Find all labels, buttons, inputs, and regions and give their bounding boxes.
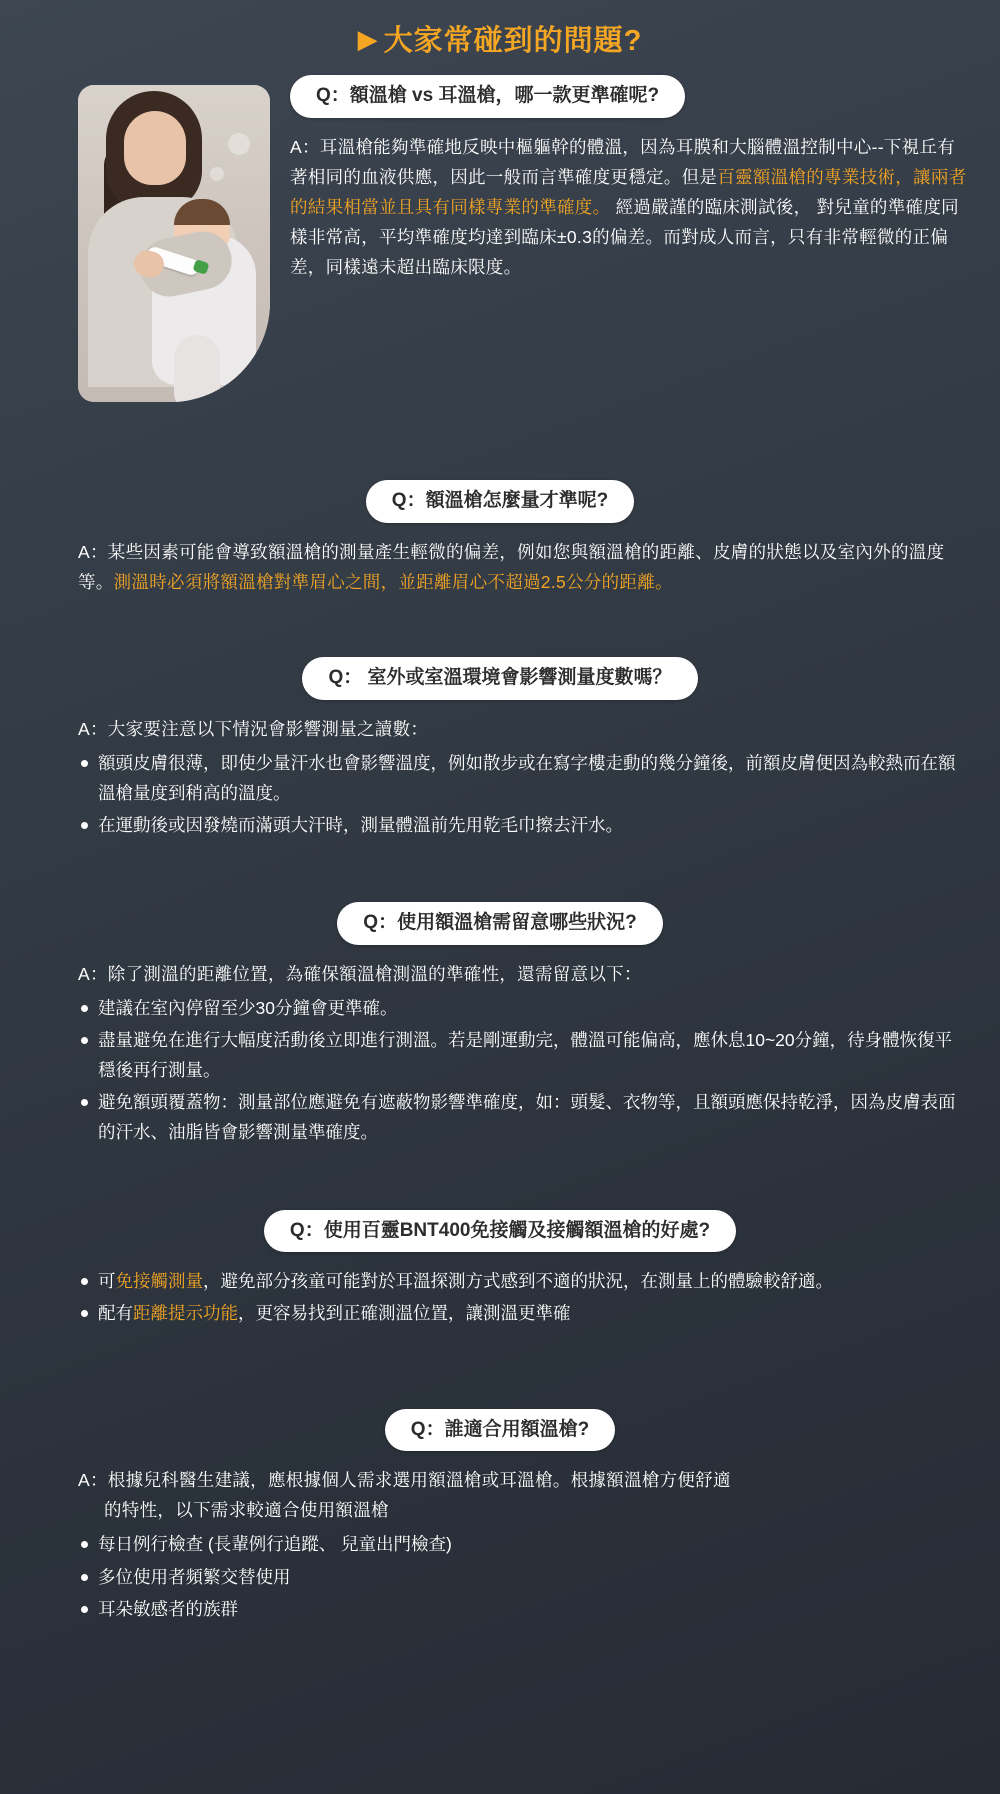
answer-highlight: 測溫時必須將額溫槍對準眉心之間，並距離眉心不超過2.5公分的距離。 [113, 571, 673, 592]
question-pill-3: Q： 室外或室溫環境會影響測量度數嗎？ [302, 657, 697, 700]
answer-bullets-5 [78, 1266, 966, 1328]
bullet-part: 可 [98, 1271, 116, 1292]
question-pill-4: Q：使用額溫槍需留意哪些狀況? [337, 902, 662, 945]
faq-item-2 [0, 480, 1000, 597]
answer-intro-3: A：大家要注意以下情況會影響測量之讀數： [78, 718, 429, 739]
question-pill-row-4 [0, 902, 1000, 945]
answer-part: A：某些因素可能會導致額溫槍的測量產生輕微的偏差，例如您與額溫槍的距離、皮膚的狀態以及室內外的溫度等。 [78, 541, 945, 592]
faq-item-1 [0, 69, 1000, 402]
bullet-part: ，更容易找到正確測溫位置，讓測溫更準確 [238, 1303, 571, 1324]
list-item: 避免額頭覆蓋物：測量部位應避免有遮蔽物影響準確度，如：頭髮、衣物等，且額頭應保持乾淨，因為皮膚表面的汗水、油脂皆會影響測量準確度。 [78, 1087, 966, 1147]
question-pill-row-3 [0, 657, 1000, 700]
bullet-part: 配有 [98, 1303, 133, 1324]
answer-part: 經過嚴謹的臨床測試後， 對兒童的準確度同樣非常高，平均準確度均達到臨床±0.3的偏差。而對成人而言，只有非常輕微的正偏差，同樣遠未超出臨床限度。 [290, 196, 959, 278]
list-item: 盡量避免在進行大幅度活動後立即進行測溫。若是剛運動完，體溫可能偏高，應休息10~20分鐘，待身體恢復平穩後再行測量。 [78, 1025, 966, 1085]
page-title: 大家常碰到的問題? [383, 25, 643, 57]
question-pill-row-1 [290, 75, 970, 118]
faq-item-6 [0, 1409, 1000, 1624]
question-pill-row-2 [0, 480, 1000, 523]
answer-bullets-4 [78, 993, 966, 1147]
question-pill-row-6 [0, 1409, 1000, 1452]
answer-bullets-6 [78, 1529, 966, 1623]
list-item [78, 1298, 966, 1328]
answer-intro-6 [78, 1465, 966, 1525]
question-pill-6: Q：誰適合用額溫槍? [385, 1409, 615, 1452]
list-item: 額頭皮膚很薄，即使少量汗水也會影響溫度，例如散步或在寫字樓走動的幾分鐘後，前額皮膚便因為較熱而在額溫槍量度到稍高的溫度。 [78, 748, 966, 808]
answer-text-2 [78, 537, 966, 597]
mother-baby-thermometer-photo [78, 85, 270, 402]
triangle-right-icon: ▶ [357, 23, 378, 54]
answer-intro-4: A：除了測溫的距離位置，為確保額溫槍測溫的準確性，還需留意以下： [78, 963, 642, 984]
page-header [0, 0, 1000, 69]
list-item: 建議在室內停留至少30分鐘會更準確。 [78, 993, 966, 1023]
list-item: 在運動後或因發燒而滿頭大汗時，測量體溫前先用乾毛巾擦去汗水。 [78, 810, 966, 840]
list-item [78, 1266, 966, 1296]
question-pill-row-5 [0, 1210, 1000, 1253]
answer-bullets-3 [78, 748, 966, 840]
faq-item-3 [0, 657, 1000, 840]
bullet-highlight: 距離提示功能 [133, 1303, 238, 1324]
list-item: 耳朵敏感者的族群 [78, 1594, 966, 1624]
answer-highlight: 百靈額溫槍的專業技術，讓兩者的結果相當並且具有同樣專業的準確度。 [290, 166, 967, 217]
question-pill-5: Q：使用百靈BNT400免接觸及接觸額溫槍的好處? [264, 1210, 736, 1253]
list-item: 每日例行檢查 (長輩例行追蹤、 兒童出門檢查) [78, 1529, 966, 1559]
bullet-part: ，避免部分孩童可能對於耳溫探測方式感到不適的狀況，在測量上的體驗較舒適。 [203, 1271, 833, 1292]
question-pill-2: Q：額溫槍怎麼量才準呢? [366, 480, 634, 523]
answer-text-1 [290, 132, 970, 282]
answer-part: A：耳溫槍能夠準確地反映中樞軀幹的體溫，因為耳膜和大腦體溫控制中心--下視丘有著相同的血液供應，因此一般而言準確度更穩定。 [290, 136, 956, 187]
bullet-highlight: 免接觸測量 [115, 1271, 203, 1292]
faq-item-4 [0, 902, 1000, 1147]
answer-intro-line-1: A：根據兒科醫生建議，應根據個人需求選用額溫槍或耳溫槍。根據額溫槍方便舒適 [78, 1470, 731, 1491]
answer-part: 但是 [681, 166, 718, 187]
question-pill-1: Q：額溫槍 vs 耳溫槍，哪一款更準確呢? [290, 75, 685, 118]
answer-intro-line-2: 的特性，以下需求較適合使用額溫槍 [104, 1500, 389, 1521]
faq-item-5 [0, 1210, 1000, 1329]
list-item: 多位使用者頻繁交替使用 [78, 1562, 966, 1592]
